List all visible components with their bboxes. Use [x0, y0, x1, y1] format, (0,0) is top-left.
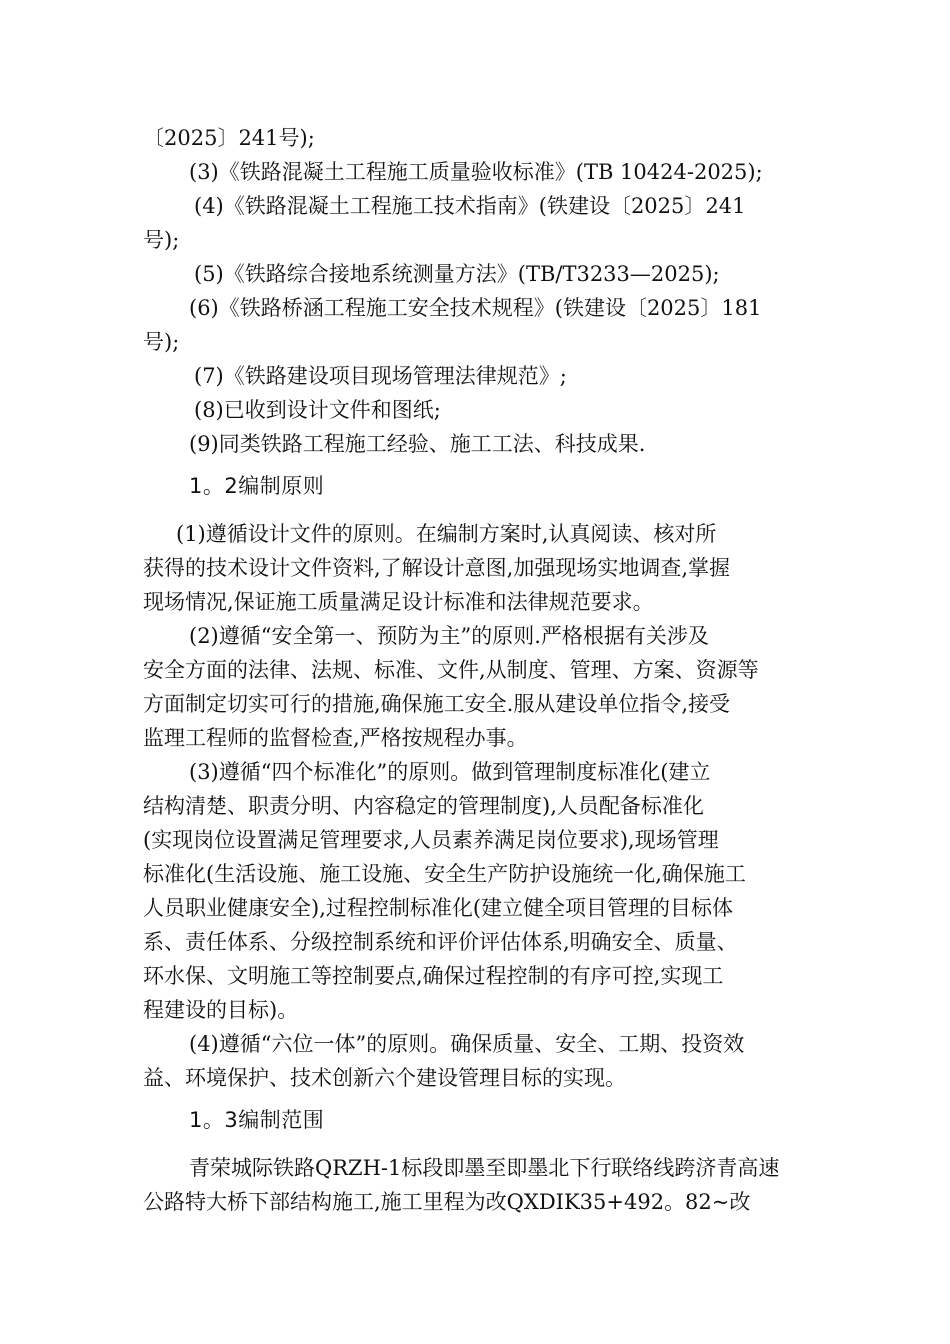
paragraph-line: 青荣城际铁路QRZH-1标段即墨至即墨北下行联络线跨济青高速 [189, 1156, 780, 1180]
reference-item-7: (7)《铁路建设项目现场管理法律规范》; [194, 364, 567, 388]
paragraph-line: 方面制定切实可行的措施,确保施工安全.服从建设单位指令,接受 [143, 692, 731, 716]
reference-item-4: (4)《铁路混凝土工程施工技术指南》(铁建设〔2025〕241 [194, 194, 746, 218]
reference-item-4-continuation: 号); [143, 228, 180, 252]
paragraph-line: 标准化(生活设施、施工设施、安全生产防护设施统一化,确保施工 [143, 862, 746, 886]
reference-item-8: (8)已收到设计文件和图纸; [194, 398, 441, 422]
paragraph-line: (2)遵循“安全第一、预防为主”的原则.严格根据有关涉及 [189, 624, 709, 648]
paragraph-line: 现场情况,保证施工质量满足设计标准和法律规范要求。 [143, 590, 654, 614]
paragraph-line: (4)遵循“六位一体”的原则。确保质量、安全、工期、投资效 [189, 1032, 745, 1056]
paragraph-line: (3)遵循“四个标准化”的原则。做到管理制度标准化(建立 [189, 760, 711, 784]
paragraph-line: 系、责任体系、分级控制系统和评价评估体系,明确安全、质量、 [143, 930, 738, 954]
paragraph-line: 安全方面的法律、法规、标准、文件,从制度、管理、方案、资源等 [143, 658, 759, 682]
reference-item-6-continuation: 号); [143, 330, 180, 354]
reference-item-5: (5)《铁路综合接地系统测量方法》(TB/T3233—2025); [194, 262, 720, 286]
paragraph-line: 结构清楚、职责分明、内容稳定的管理制度),人员配备标准化 [143, 794, 704, 818]
paragraph-line: (实现岗位设置满足管理要求,人员素养满足岗位要求),现场管理 [143, 828, 719, 852]
reference-item-3: (3)《铁路混凝土工程施工质量验收标准》(TB 10424-2025); [189, 160, 763, 184]
section-heading-1-3: 1。3编制范围 [189, 1108, 325, 1132]
paragraph-line: 人员职业健康安全),过程控制标准化(建立健全项目管理的目标体 [143, 896, 734, 920]
paragraph-line: 益、环境保护、技术创新六个建设管理目标的实现。 [143, 1066, 626, 1090]
paragraph-line: 监理工程师的监督检查,严格按规程办事。 [143, 726, 528, 750]
section-heading-1-2: 1。2编制原则 [189, 474, 325, 498]
paragraph-line: 获得的技术设计文件资料,了解设计意图,加强现场实地调查,掌握 [143, 556, 731, 580]
paragraph-line: 公路特大桥下部结构施工,施工里程为改QXDIK35+492。82~改 [143, 1190, 751, 1214]
reference-continuation: 〔2025〕241号); [143, 126, 315, 150]
paragraph-line: (1)遵循设计文件的原则。在编制方案时,认真阅读、核对所 [176, 522, 717, 546]
paragraph-line: 程建设的目标)。 [143, 998, 299, 1022]
reference-item-6: (6)《铁路桥涵工程施工安全技术规程》(铁建设〔2025〕181 [189, 296, 762, 320]
reference-item-9: (9)同类铁路工程施工经验、施工工法、科技成果. [189, 432, 646, 456]
paragraph-line: 环水保、文明施工等控制要点,确保过程控制的有序可控,实现工 [143, 964, 724, 988]
